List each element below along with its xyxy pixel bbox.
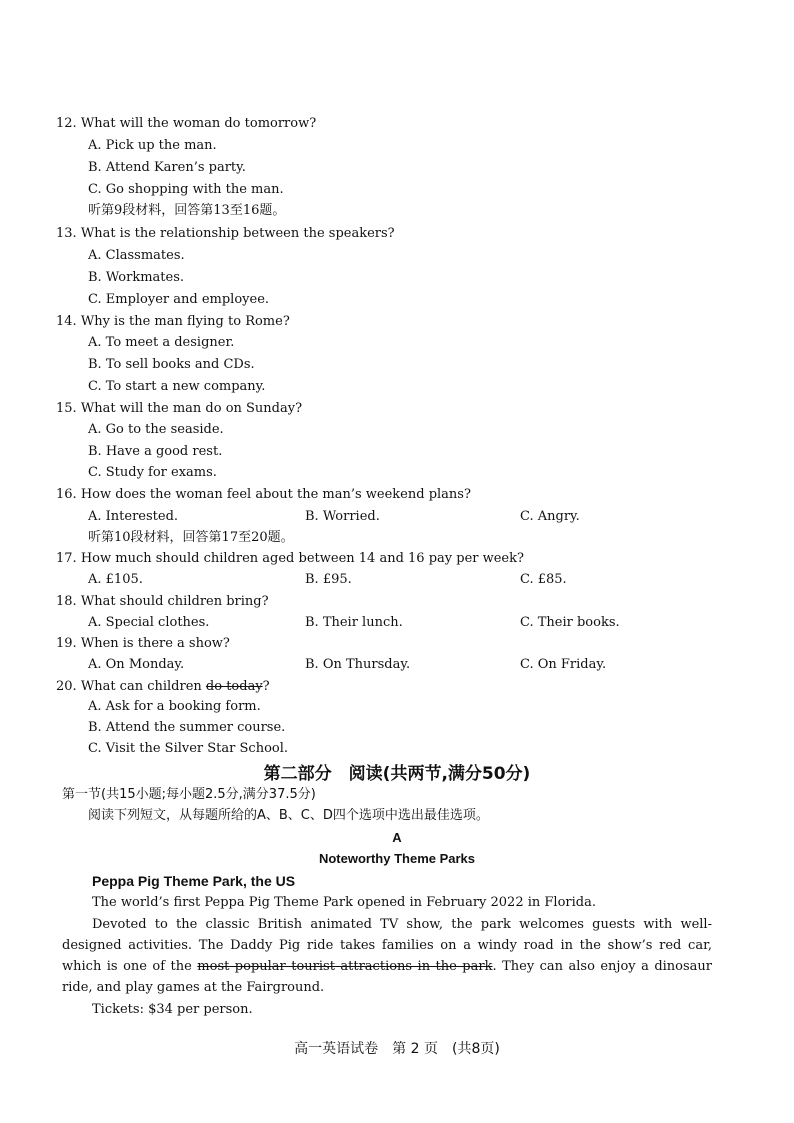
option: C. Study for exams. <box>88 465 217 480</box>
question-number: 20. <box>56 679 77 694</box>
question-13 <box>56 226 395 242</box>
option: C. Visit the Silver Star School. <box>88 741 289 756</box>
struck-text: do today <box>205 679 263 694</box>
option: C. Go shopping with the man. <box>88 182 284 197</box>
question-number: 18. <box>56 594 77 609</box>
option: B. Attend Karen’s party. <box>88 160 246 175</box>
option: C. £85. <box>520 572 567 587</box>
listening-instruction-10: 听第10段材料，回答第17至20题。 <box>88 530 294 545</box>
option: B. To sell books and CDs. <box>88 357 255 372</box>
option: A. Classmates. <box>88 248 185 263</box>
part-two-title: 第二部分 阅读(共两节,满分50分) <box>263 764 531 784</box>
listening-instruction-9: 听第9段材料，回答第13至16题。 <box>88 203 286 218</box>
question-text: What will the man do on Sunday? <box>80 401 303 416</box>
question-number: 17. <box>56 551 77 566</box>
passage-letter: A <box>392 830 402 845</box>
option: B. Attend the summer course. <box>88 720 286 735</box>
option: A. Pick up the man. <box>88 138 217 153</box>
paragraph-2-text-end: . They can also enjoy a dinosaur ride, and play games at the Fairground. <box>62 959 713 995</box>
option: A. On Monday. <box>88 657 185 672</box>
paragraph-1: The world’s first Peppa Pig Theme Park opened in February 2022 in Florida. <box>92 895 596 910</box>
question-text: What is the relationship between the speakers? <box>80 226 395 241</box>
paragraph-2-text: Devoted to the classic British animated TV show, the park welcomes guests with well-designed activities. The Daddy Pig ride takes families on a windy road in the show’s red car, which is one of the <box>62 917 712 974</box>
question-text: What will the woman do tomorrow? <box>80 116 317 131</box>
option: B. Their lunch. <box>305 615 403 630</box>
option: A. Special clothes. <box>88 615 210 630</box>
question-number: 16. <box>56 487 77 502</box>
question-text: What should children bring? <box>80 594 269 609</box>
question-14 <box>56 314 290 330</box>
option: A. To meet a designer. <box>88 335 235 350</box>
question-18 <box>56 594 269 610</box>
question-text: Why is the man flying to Rome? <box>80 314 290 329</box>
option: B. Have a good rest. <box>88 444 223 459</box>
question-20 <box>56 679 270 695</box>
section-one-title: 第一节(共15小题;每小题2.5分,满分37.5分) <box>62 787 316 802</box>
option: C. Employer and employee. <box>88 292 270 307</box>
question-16 <box>56 487 471 503</box>
option: B. On Thursday. <box>305 657 411 672</box>
option: B. Workmates. <box>88 270 185 285</box>
paragraph-2 <box>62 914 712 998</box>
option: A. Interested. <box>88 509 179 524</box>
question-12 <box>56 116 316 132</box>
option: A. £105. <box>88 572 143 587</box>
reading-directions: 阅读下列短文，从每题所给的A、B、C、D四个选项中选出最佳选项。 <box>88 808 489 823</box>
park-heading: Peppa Pig Theme Park, the US <box>92 873 296 889</box>
passage-title: Noteworthy Theme Parks <box>318 851 476 866</box>
option: B. £95. <box>305 572 352 587</box>
question-text: When is there a show? <box>80 636 230 651</box>
question-17 <box>56 551 524 567</box>
option: A. Ask for a booking form. <box>88 699 261 714</box>
question-text: How does the woman feel about the man’s weekend plans? <box>80 487 471 502</box>
struck-text: most popular tourist attractions in the park <box>197 959 493 974</box>
question-number: 19. <box>56 636 77 651</box>
question-19 <box>56 636 230 652</box>
option: C. Their books. <box>520 615 620 630</box>
option: A. Go to the seaside. <box>88 422 224 437</box>
question-15 <box>56 401 302 417</box>
option: B. Worried. <box>305 509 380 524</box>
option: C. Angry. <box>520 509 580 524</box>
question-number: 12. <box>56 116 77 131</box>
question-number: 13. <box>56 226 77 241</box>
question-text-end: ? <box>262 679 270 694</box>
question-text: What can children <box>80 679 206 694</box>
question-number: 14. <box>56 314 77 329</box>
option: C. To start a new company. <box>88 379 266 394</box>
page-footer: 高一英语试卷 第 2 页 (共8页) <box>294 1041 500 1057</box>
tickets: Tickets: $34 per person. <box>92 1002 253 1017</box>
question-text: How much should children aged between 14 and 16 pay per week? <box>80 551 524 566</box>
option: C. On Friday. <box>520 657 607 672</box>
question-number: 15. <box>56 401 77 416</box>
